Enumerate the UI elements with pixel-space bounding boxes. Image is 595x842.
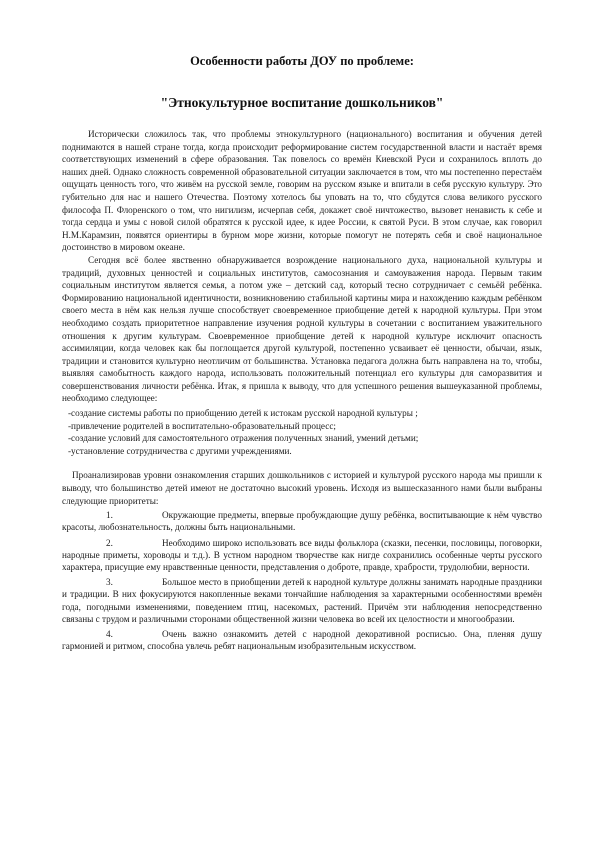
requirements-list bbox=[62, 407, 542, 457]
priority-number: 1. bbox=[106, 510, 113, 521]
list-item: -привлечение родителей в воспитательно-образовательный процесс; bbox=[68, 420, 336, 431]
priority-number: 4. bbox=[106, 629, 113, 640]
priority-text: Очень важно ознакомить детей с народной декоративной росписью. Она, пленяя душу гармонией и ритмом, способна увлечь ребят национальным изобразительным искусством. bbox=[62, 629, 542, 652]
list-item bbox=[62, 537, 542, 574]
priority-number: 3. bbox=[106, 577, 113, 588]
list-item: -создание системы работы по приобщению детей к истокам русской народной культуры ; bbox=[68, 408, 418, 419]
priority-text: Окружающие предметы, впервые пробуждающие душу ребёнка, воспитывающие к нём чувство красоты, любознательность, должны быть национальными. bbox=[62, 510, 542, 533]
priorities-list bbox=[62, 509, 542, 652]
list-item bbox=[62, 576, 542, 625]
document-subtitle: "Этнокультурное воспитание дошкольников" bbox=[160, 95, 444, 110]
paragraph-analysis: Проанализировав уровни ознакомления старших дошкольников с историей и культурой русского народа мы пришли к выводу, что большинство детей имеют не достаточно высокий уровень. Исходя из вышесказанного нами были выбраны следующие приоритеты: bbox=[62, 470, 542, 506]
list-item bbox=[62, 628, 542, 652]
priority-text: Необходимо широко использовать все виды фольклора (сказки, песенки, пословицы, поговорки, народные приметы, хороводы и т.д.). В устном народном творчестве как нигде сохранились особенные черты русского характера, присущие ему нравственные ценности, представления о доброте, правде, храбрости, трудолюбии, верности. bbox=[62, 537, 542, 573]
paragraph-intro: Исторически сложилось так, что проблемы этнокультурного (национального) воспитания и обучения детей поднимаются в нашей стране тогда, когда происходит реформирование систем государственной власти и настаёт время соответствующих изменений в сфере образования. Так повелось со времён Киевской Руси и сохранилось вплоть до наших дней. Однако сложность современной образовательной ситуации заключается в том, что мы постепенно перестаём ощущать ценность того, что живём на русской земле, говорим на русском языке и впитали в себя русскую культуру. Это губительно для нас и нашего Отечества. Поэтому хотелось бы уповать на то, что сбудутся слова великого русского философа П. Флоренского о том, что нигилизм, исчерпав себя, докажет своё ничтожество, вызовет ненависть к себе и тогда сердца и умы с новой силой обратятся к русской идее, к идее России, к святой Руси. В этом случае, как говорил Н.М.Карамзин, появятся ориентиры в бурном море жизни, которые помогут не потерять себя и своё национальное достоинство в мировом океане. bbox=[62, 129, 542, 253]
priority-number: 2. bbox=[106, 537, 113, 548]
list-item bbox=[62, 509, 542, 533]
paragraph-revival: Сегодня всё более явственно обнаруживается возрождение национального духа, национальной культуры и традиций, духовных ценностей и социальных институтов, самосознания и самоуважения народа. Первым таким социальным институтом является семья, а потом уже – детский сад, который тесно сотрудничает с семьёй ребёнка. Формированию национальной идентичности, возникновению стабильной картины мира и нахождению каждым ребёнком своего места в нём как нельзя лучше способствует своевременное приобщение детей к народной культуры. При этом необходимо создать приоритетное направление изучения родной культуры в сочетании с воспитанием уважительного отношения к другим культурам. Своевременное приобщение детей к народной культуре исключит опасность ассимиляции, когда человек как бы поглощается другой культурой, постепенно усваивает её ценности, обычаи, язык, традиции и становится культурно неотличим от большинства. Установка педагога должна быть направлена на то, чтобы, выявляя самобытность каждого народа, использовать положительный потенциал его культуры для саморазвития и совершенствования личности ребёнка. Итак, я пришла к выводу, что для успешного решения вышеуказанной проблемы, необходимо следующее: bbox=[62, 254, 542, 404]
list-item: -установление сотрудничества с другими учреждениями. bbox=[68, 445, 292, 456]
document-title: Особенности работы ДОУ по проблеме: bbox=[190, 54, 414, 68]
priority-text: Большое место в приобщении детей к народной культуре должны занимать народные праздники и традиции. В них фокусируются накопленные веками тончайшие наблюдения за характерными особенностями времён года, погодными изменениями, поведением птиц, насекомых, растений. Причём эти наблюдения непосредственно связаны с трудом и различными сторонами общественной жизни человека во всей их целостности и многообразии. bbox=[62, 577, 542, 624]
list-item: -создание условий для самостоятельного отражения полученных знаний, умений детьми; bbox=[68, 433, 419, 444]
